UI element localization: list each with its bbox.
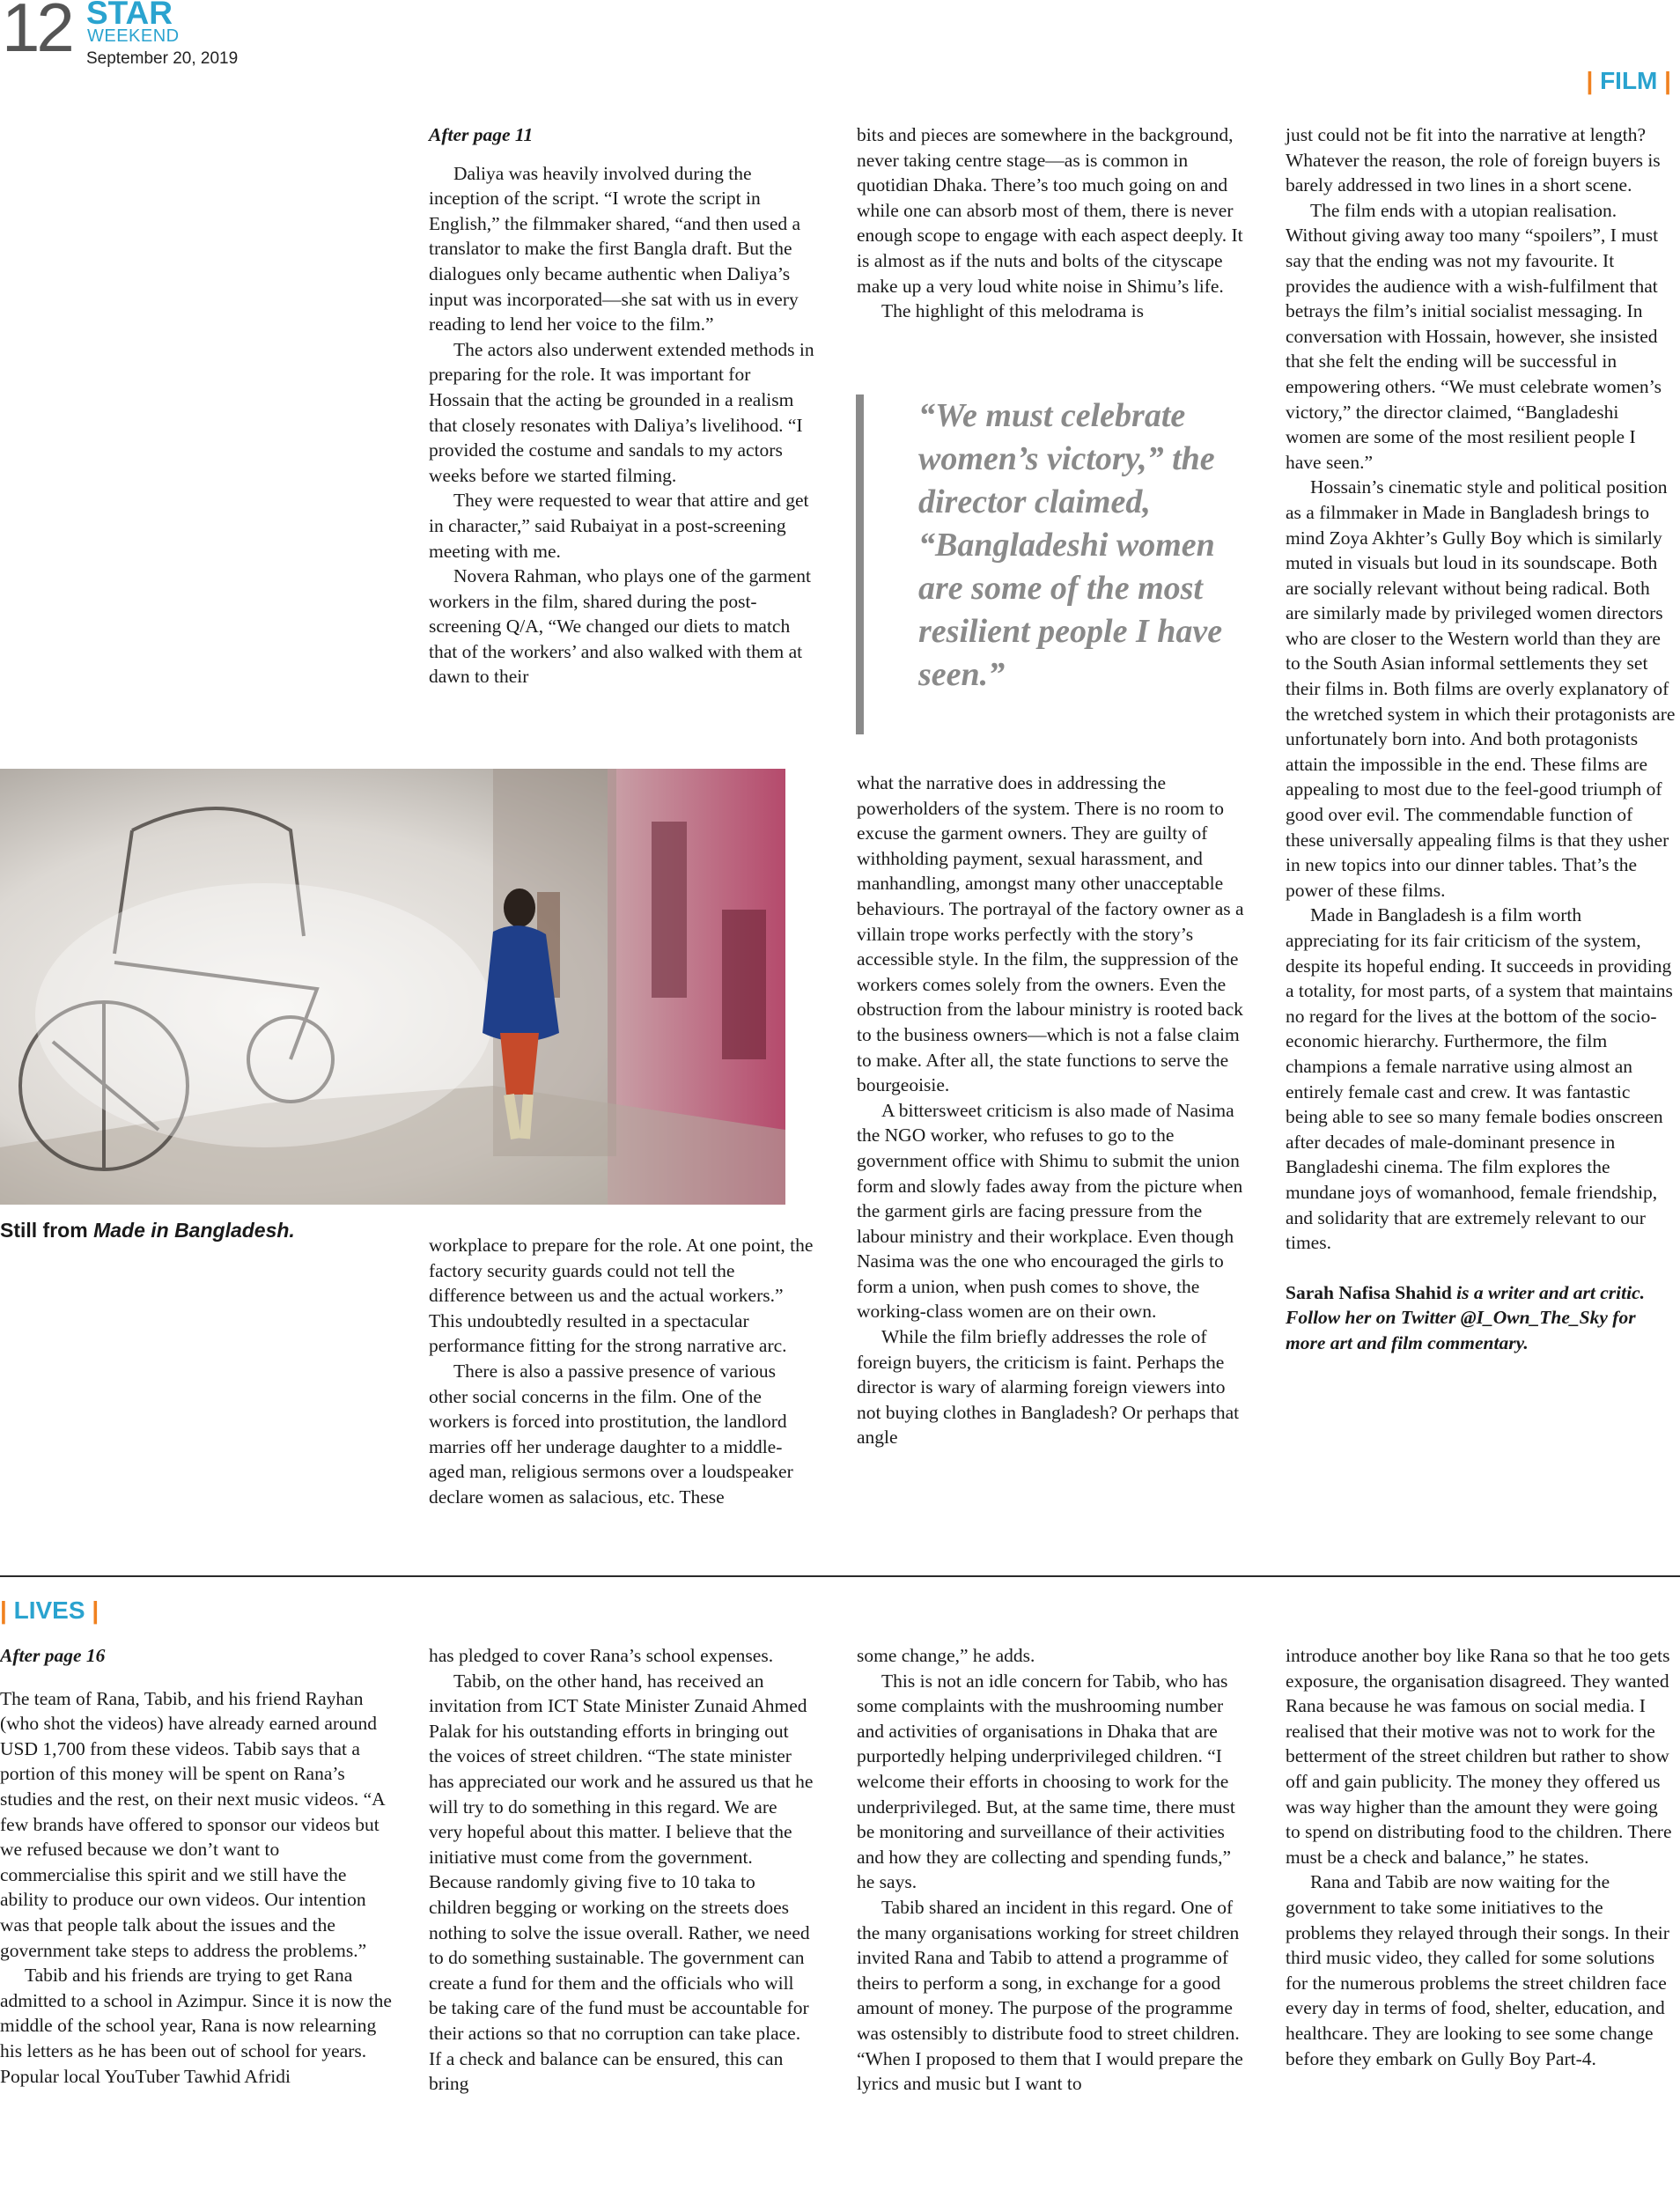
after-page-label: After page 11 bbox=[429, 124, 534, 145]
paragraph: Hossain’s cinematic style and political position as a filmmaker in Made in Bangladesh brings to mind Zoya Akhter’s Gully Boy which is similarly muted in visuals but loud in its soundscape. Both are socially relevant without being radical. Both are similarly made by privileged women directors who are closer to the Western world than they are to the South Asian informal settlements they set their films in. Both films are overly explanatory of the wretched system in which their protagonists are unfortunately born into. And both protagonists attain the impossible in the end. These films are appealing to most due to the feel-good triumph of good over evil. The commendable function of these universally appealing films is that they usher in new topics into our dinner tables. That’s the power of these films. bbox=[1286, 476, 1676, 901]
paragraph: workplace to prepare for the role. At one point, the factory security guards could not tell the difference between us and the actual workers.” This undoubtedly resulted in a spectacular performance fitting for the strong narrative arc. bbox=[429, 1235, 814, 1357]
photo-caption: Still from Made in Bangladesh. bbox=[0, 1219, 295, 1242]
paragraph: has pledged to cover Rana’s school expenses. bbox=[429, 1645, 774, 1666]
author-byline bbox=[1286, 1280, 1676, 1356]
paragraph: some change,” he adds. bbox=[857, 1645, 1035, 1666]
paragraph: Daliya was heavily involved during the inception of the script. “I wrote the script in English,” the filmmaker shared, “and then used a translator to make the first Bangla draft. But the dialogues only became authentic when Daliya’s input was incorporated—she sat with us in every reading to lend her voice to the film.” bbox=[429, 162, 801, 336]
pull-quote-text: “We must celebrate women’s victory,” the director claimed, “Bangladeshi women are some of the most resilient people I have seen.” bbox=[918, 397, 1223, 693]
film-col1-bottom bbox=[429, 1233, 814, 1510]
pull-quote bbox=[856, 394, 1234, 734]
page-number: 12 bbox=[2, 0, 71, 66]
author-bio: is a writer and art critic. Follow her on Twitter @I_Own_The_Sky for more art and film commentary. bbox=[1286, 1281, 1645, 1353]
divider-bar-icon: | bbox=[1664, 67, 1671, 94]
paragraph: This is not an idle concern for Tabib, who has some complaints with the mushrooming number and activities of organisations in Dhaka that are purportedly helping underprivileged children. “I welcome their efforts in choosing to work for the underprivileged. But, at the same time, there must be monitoring and surveillance of their activities and how they are collecting and spending funds,” he says. bbox=[857, 1670, 1235, 1893]
film-col2-top bbox=[857, 122, 1251, 324]
paragraph: Tabib, on the other hand, has received an invitation from ICT State Minister Zunaid Ahmed Palak for his outstanding efforts in bringing out the voices of street children. “The state minister has appreciated our work and he assured us that he will try to do something in this regard. We are very hopeful about this matter. I believe that the initiative must come from the government. Because randomly giving five to 10 taka to children begging or working on the streets does nothing to solve the issue overall. Rather, we need to do something sustainable. The government can create a fund for them and the officials who will be taking care of the fund must be accountable for their actions so that no corruption can take place. If a check and balance can be ensured, this can bring bbox=[429, 1670, 814, 2095]
divider-bar-icon: | bbox=[1586, 67, 1594, 94]
paragraph: While the film briefly addresses the role of foreign buyers, the criticism is faint. Perhaps the director is wary of alarming foreign viewers into not buying clothes in Bangladesh? Or perhaps that angle bbox=[857, 1326, 1240, 1449]
paragraph: bits and pieces are somewhere in the background, never taking centre stage—as is common in quotidian Dhaka. There’s too much going on and while one can absorb most of them, there is never enough scope to engage with each aspect deeply. It is almost as if the nuts and bolts of the cityscape make up a very loud white noise in Shimu’s life. bbox=[857, 124, 1243, 297]
paragraph: The highlight of this melodrama is bbox=[881, 300, 1144, 322]
lives-col4 bbox=[1286, 1643, 1676, 2071]
paragraph: Novera Rahman, who plays one of the garment workers in the film, shared during the post-screening Q/A, “We changed our diets to match that of the workers’ and also walked with them at dawn to their bbox=[429, 565, 811, 688]
paragraph: A bittersweet criticism is also made of Nasima the NGO worker, who refuses to go to the government office with Shimu to submit the union form and slowly fades away from the picture when the garment girls are facing pressure from the labour ministry and their workplace. Even though Nasima was the one who encouraged the girls to form a union, when push comes to shove, the working-class women are on their own. bbox=[857, 1099, 1243, 1323]
issue-date: September 20, 2019 bbox=[86, 49, 239, 68]
masthead bbox=[0, 0, 1680, 88]
paragraph: introduce another boy like Rana so that he too gets exposure, the organisation disagreed. They wanted Rana because he was famous on social media. I realised that their motive was not to work for the betterment of the street children but rather to show off and gain publicity. The money they offered us was way higher than the amount they were going to spend on distributing food to the children. There must be a check and balance,” he states. bbox=[1286, 1645, 1672, 1868]
paragraph: what the narrative does in addressing the powerholders of the system. There is no room to excuse the garment owners. They are guilty of withholding payment, sexual harassment, and manhandling, amongst many other unacceptable behaviours. The portrayal of the factory owner as a villain trope works perfectly with the story’s accessible style. In the film, the suppression of the workers comes solely from the owners. Even the obstruction from the labour ministry is rooted back to the business owners—which is not a false claim to make. After all, the state functions to serve the bourgeoisie. bbox=[857, 772, 1244, 1096]
paragraph: Tabib shared an incident in this regard. One of the many organisations working for street children invited Rana and Tabib to attend a programme of theirs to perform a song, in exchange for a good amount of money. The purpose of the programme was ostensibly to distribute food to street children. “When I proposed to them that I would prepare the lyrics and music but I want to bbox=[857, 1896, 1243, 2095]
paragraph: Made in Bangladesh is a film worth appreciating for its fair criticism of the system, despite its hopeful ending. It succeeds in providing a totality, for most parts, of a system that maintains no regard for the lives at the bottom of the socio-economic hierarchy. Furthermore, the film champions a female narrative using almost an entirely female cast and crew. It was fantastic being able to see so many female bodies onscreen after decades of male-dominant presence in Bangladeshi cinema. The film explores the mundane joys of womanhood, female friendship, and solidarity that are extremely relevant to our times. bbox=[1286, 904, 1673, 1254]
paragraph: Rana and Tabib are now waiting for the government to take some initiatives to the problems they relayed through their songs. In their third music video, they called for some solutions for the numerous problems the street children face every day in terms of food, shelter, education, and healthcare. They are looking to see some change before they embark on Gully Boy Part-4. bbox=[1286, 1871, 1669, 2069]
paragraph: just could not be fit into the narrative at length? Whatever the reason, the role of foreign buyers is barely addressed in two lines in a short scene. bbox=[1286, 124, 1661, 196]
divider-bar-icon: | bbox=[0, 1596, 7, 1624]
street-scene-image bbox=[0, 769, 785, 1205]
section-tag-lives: | LIVES | bbox=[0, 1596, 99, 1624]
lives-col1 bbox=[0, 1643, 392, 2089]
film-col1-top bbox=[429, 122, 814, 689]
section-divider bbox=[0, 1575, 1680, 1577]
lives-col2 bbox=[429, 1643, 814, 2097]
article-photo bbox=[0, 769, 785, 1205]
section-tag-film: | FILM | bbox=[1586, 67, 1671, 94]
paragraph: They were requested to wear that attire and get in character,” said Rubaiyat in a post-screening meeting with me. bbox=[429, 490, 809, 562]
paragraph: Tabib and his friends are trying to get Rana admitted to a school in Azimpur. Since it is now the middle of the school year, Rana is now relearning his letters as he has been out of school for years. Popular local YouTuber Tawhid Afridi bbox=[0, 1965, 392, 2087]
paragraph: The film ends with a utopian realisation. Without giving away too many “spoilers”, I must say that the ending was not my favourite. It provides the audience with a wish-fulfilment that betrays the film’s initial socialist messaging. In conversation with Hossain, however, she insisted that she felt the ending will be successful in empowering others. “We must celebrate women’s victory,” the director claimed, “Bangladeshi women are some of the most resilient people I have seen.” bbox=[1286, 199, 1662, 473]
brand-subtitle: WEEKEND bbox=[87, 26, 180, 46]
film-col3 bbox=[1286, 122, 1676, 1356]
author-name: Sarah Nafisa Shahid bbox=[1286, 1281, 1452, 1303]
paragraph: The team of Rana, Tabib, and his friend Rayhan (who shot the videos) have already earned around USD 1,700 from these videos. Tabib says that a portion of this money will be spent on Rana’s studies and the rest, on their next music videos. “A few brands have offered to sponsor our videos but we refused because we don’t want to commercialise this spirit and we still have the ability to produce our own videos. Our intention was that people talk about the issues and the government take steps to address the problems.” bbox=[0, 1687, 385, 1961]
paragraph: The actors also underwent extended methods in preparing for the role. It was important for Hossain that the acting be grounded in a realism that closely resonates with Daliya’s livelihood. “I provided the costume and sandals to my actors weeks before we started filming. bbox=[429, 338, 814, 486]
brand-logo: STAR bbox=[86, 0, 173, 31]
after-page-label: After page 16 bbox=[0, 1645, 106, 1666]
lives-col3 bbox=[857, 1643, 1251, 2097]
divider-bar-icon: | bbox=[92, 1596, 99, 1624]
film-col2-bottom bbox=[857, 771, 1251, 1450]
paragraph: There is also a passive presence of various other social concerns in the film. One of the workers is forced into prostitution, the landlord marries off her underage daughter to a middle-aged man, religious sermons over a loudspeaker declare women as salacious, etc. These bbox=[429, 1360, 793, 1508]
